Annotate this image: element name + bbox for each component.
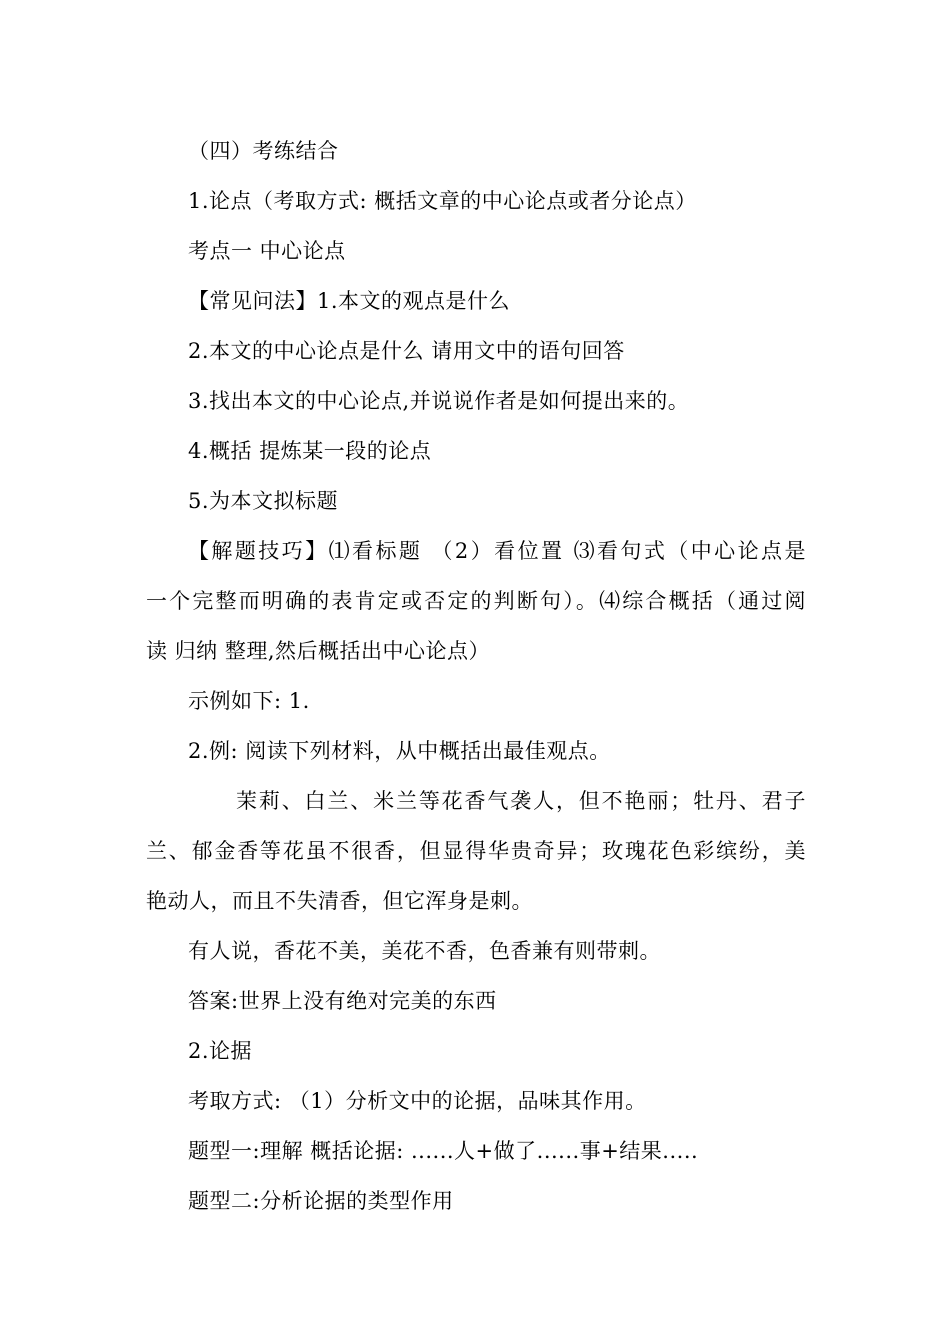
material-line-4: 有人说，香花不美，美花不香，色香兼有则带刺。 bbox=[188, 939, 661, 963]
item-argument-heading: 1.论点（考取方式: 概括文章的中心论点或者分论点） bbox=[188, 189, 697, 213]
common-question-3: 3.找出本文的中心论点,并说说作者是如何提出来的。 bbox=[188, 389, 690, 413]
answer-line: 答案:世界上没有绝对完美的东西 bbox=[188, 989, 497, 1013]
material-line-2: 兰、郁金香等花虽不很香，但显得华贵奇异；玫瑰花色彩缤纷，美 bbox=[146, 839, 806, 863]
test-point-heading: 考点一 中心论点 bbox=[188, 239, 346, 263]
common-question-5: 5.为本文拟标题 bbox=[188, 489, 339, 513]
technique-line-3: 读 归纳 整理,然后概括出中心论点） bbox=[146, 639, 491, 663]
example-instruction: 2.例: 阅读下列材料，从中概括出最佳观点。 bbox=[188, 739, 611, 763]
technique-line-2: 一个完整而明确的表肯定或否定的判断句）。⑷综合概括（通过阅 bbox=[146, 589, 806, 613]
evidence-heading: 2.论据 bbox=[188, 1039, 253, 1063]
evidence-method: 考取方式: （1）分析文中的论据，品味其作用。 bbox=[188, 1089, 647, 1113]
common-question-2: 2.本文的中心论点是什么 请用文中的语句回答 bbox=[188, 339, 625, 363]
question-type-1: 题型一:理解 概括论据: ......人+做了......事+结果..... bbox=[188, 1139, 699, 1163]
question-type-2: 题型二:分析论据的类型作用 bbox=[188, 1189, 454, 1213]
example-heading: 示例如下: 1. bbox=[188, 689, 310, 713]
material-line-3: 艳动人，而且不失清香，但它浑身是刺。 bbox=[146, 889, 533, 913]
material-line-1: 茉莉、白兰、米兰等花香气袭人，但不艳丽；牡丹、君子 bbox=[236, 789, 806, 813]
section-heading: （四）考练结合 bbox=[188, 139, 339, 163]
technique-line-1: 【解题技巧】⑴看标题 （2）看位置 ⑶看句式（中心论点是 bbox=[188, 539, 806, 563]
common-question-4: 4.概括 提炼某一段的论点 bbox=[188, 439, 432, 463]
common-question-1: 【常见问法】1.本文的观点是什么 bbox=[188, 289, 511, 313]
